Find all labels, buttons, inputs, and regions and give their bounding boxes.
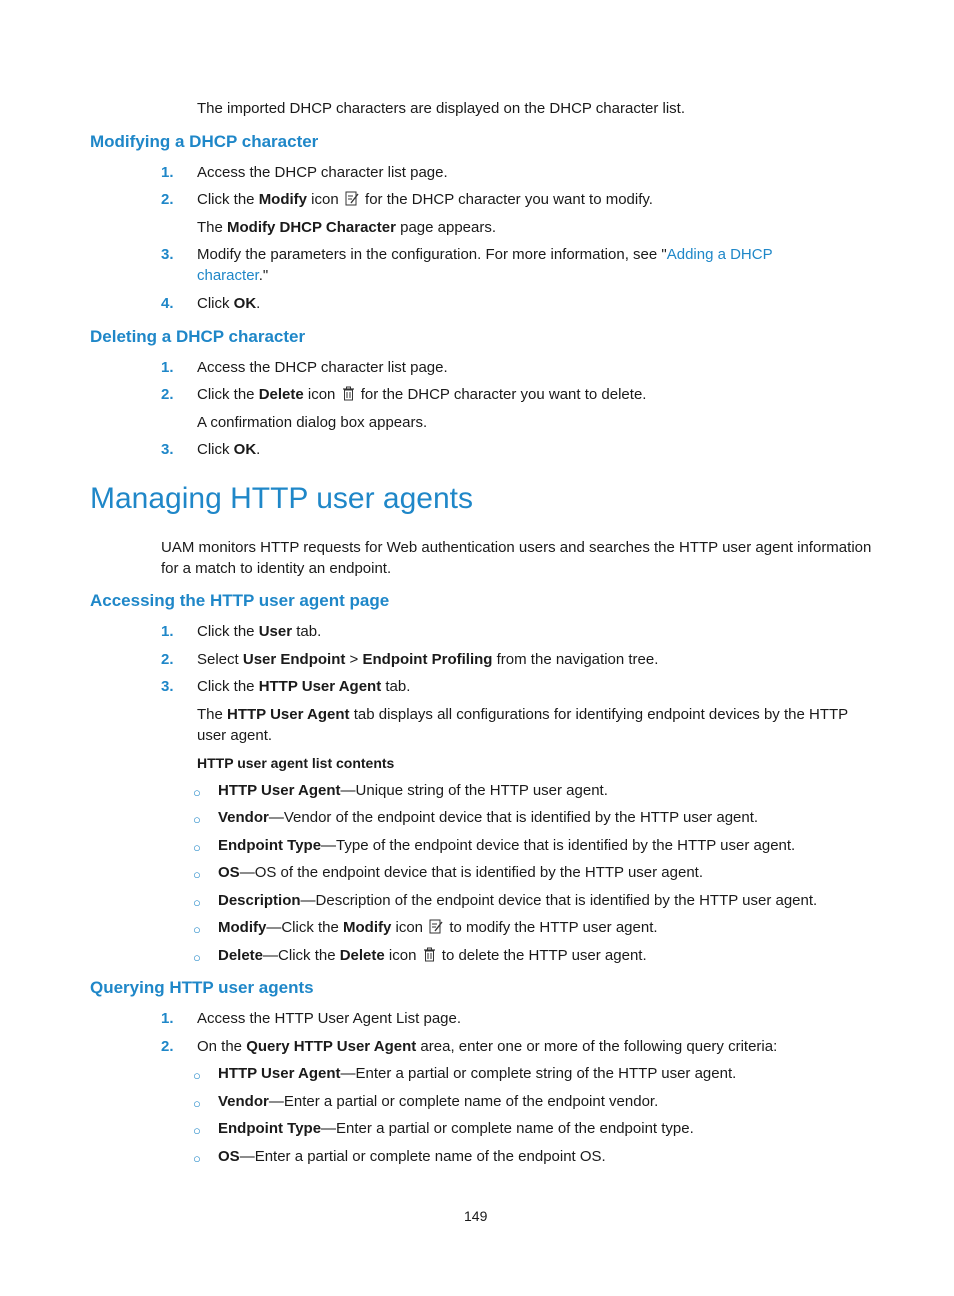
bullet-icon: ○: [193, 867, 201, 882]
bullet-icon: ○: [193, 785, 201, 800]
heading-modifying-dhcp-character: Modifying a DHCP character: [90, 132, 319, 151]
step-text: Click OK.: [197, 295, 261, 312]
edit-icon: [429, 919, 443, 934]
paragraph-line: for a match to identity an endpoint.: [161, 560, 392, 577]
intro-text: The imported DHCP characters are displayed on the DHCP character list.: [197, 100, 685, 117]
step-text: Access the HTTP User Agent List page.: [197, 1010, 462, 1027]
step-note: The Modify DHCP Character page appears.: [197, 219, 497, 236]
step-text: Click the User tab.: [197, 623, 322, 640]
step-text: Click the HTTP User Agent tab.: [197, 678, 411, 695]
adding-dhcp-character-link[interactable]: Adding a DHCP: [666, 246, 773, 263]
list-item: Vendor—Enter a partial or complete name of the endpoint vendor.: [218, 1093, 659, 1110]
heading-accessing-http-user-agent-page: Accessing the HTTP user agent page: [90, 591, 390, 610]
adding-dhcp-character-link-cont[interactable]: character: [197, 267, 259, 284]
page-title: Managing HTTP user agents: [90, 482, 473, 515]
step-number: 4.: [161, 295, 174, 312]
list-item: OS—Enter a partial or complete name of the endpoint OS.: [218, 1148, 606, 1165]
trash-icon: [342, 386, 355, 401]
step-note: A confirmation dialog box appears.: [197, 414, 428, 431]
step-number: 1.: [161, 623, 174, 640]
step-text: Access the DHCP character list page.: [197, 359, 448, 376]
step-text: Modify the parameters in the configuration. For more information, see "Adding a DHCP: [197, 246, 773, 263]
heading-querying-http-user-agents: Querying HTTP user agents: [90, 978, 314, 997]
step-text: Click OK.: [197, 441, 261, 458]
bullet-icon: ○: [193, 922, 201, 937]
step-number: 3.: [161, 441, 174, 458]
list-title: HTTP user agent list contents: [197, 755, 395, 771]
step-number: 1.: [161, 1010, 174, 1027]
bullet-icon: ○: [193, 1096, 201, 1111]
bullet-icon: ○: [193, 840, 201, 855]
step-number: 1.: [161, 164, 174, 181]
bullet-icon: ○: [193, 950, 201, 965]
step-note: The HTTP User Agent tab displays all configurations for identifying endpoint devices by the HTTP: [197, 706, 849, 723]
edit-icon: [345, 191, 359, 206]
step-number: 2.: [161, 386, 174, 403]
step-number: 2.: [161, 1038, 174, 1055]
step-number: 3.: [161, 246, 174, 263]
step-number: 2.: [161, 651, 174, 668]
step-number: 1.: [161, 359, 174, 376]
step-number: 3.: [161, 678, 174, 695]
bullet-icon: ○: [193, 1068, 201, 1083]
list-item: Vendor—Vendor of the endpoint device that is identified by the HTTP user agent.: [218, 809, 759, 826]
bullet-icon: ○: [193, 1123, 201, 1138]
list-item: Delete—Click the Delete icon to delete the HTTP user agent.: [218, 947, 647, 964]
list-item: HTTP User Agent—Enter a partial or complete string of the HTTP user agent.: [218, 1065, 737, 1082]
bullet-icon: ○: [193, 895, 201, 910]
list-item: Description—Description of the endpoint device that is identified by the HTTP user agent.: [218, 892, 818, 909]
list-item: Endpoint Type—Type of the endpoint device that is identified by the HTTP user agent.: [218, 837, 796, 854]
bullet-icon: ○: [193, 812, 201, 827]
list-item: OS—OS of the endpoint device that is identified by the HTTP user agent.: [218, 864, 704, 881]
step-text: Click the Delete icon for the DHCP character you want to delete.: [197, 386, 647, 403]
step-text-cont: character.": [197, 267, 269, 284]
bullet-icon: ○: [193, 1151, 201, 1166]
step-text: Click the Modify icon for the DHCP character you want to modify.: [197, 191, 653, 208]
list-item: Endpoint Type—Enter a partial or complete name of the endpoint type.: [218, 1120, 694, 1137]
list-item: Modify—Click the Modify icon to modify the HTTP user agent.: [218, 919, 658, 936]
step-text: Access the DHCP character list page.: [197, 164, 448, 181]
step-number: 2.: [161, 191, 174, 208]
step-text: Select User Endpoint > Endpoint Profiling from the navigation tree.: [197, 651, 659, 668]
paragraph-line: UAM monitors HTTP requests for Web authentication users and searches the HTTP user agent information: [161, 539, 872, 556]
trash-icon: [423, 947, 436, 962]
list-item: HTTP User Agent—Unique string of the HTTP user agent.: [218, 782, 608, 799]
step-text: On the Query HTTP User Agent area, enter one or more of the following query criteria:: [197, 1038, 778, 1055]
page-number: 149: [464, 1208, 488, 1224]
step-note-cont: user agent.: [197, 727, 273, 744]
heading-deleting-dhcp-character: Deleting a DHCP character: [90, 327, 306, 346]
